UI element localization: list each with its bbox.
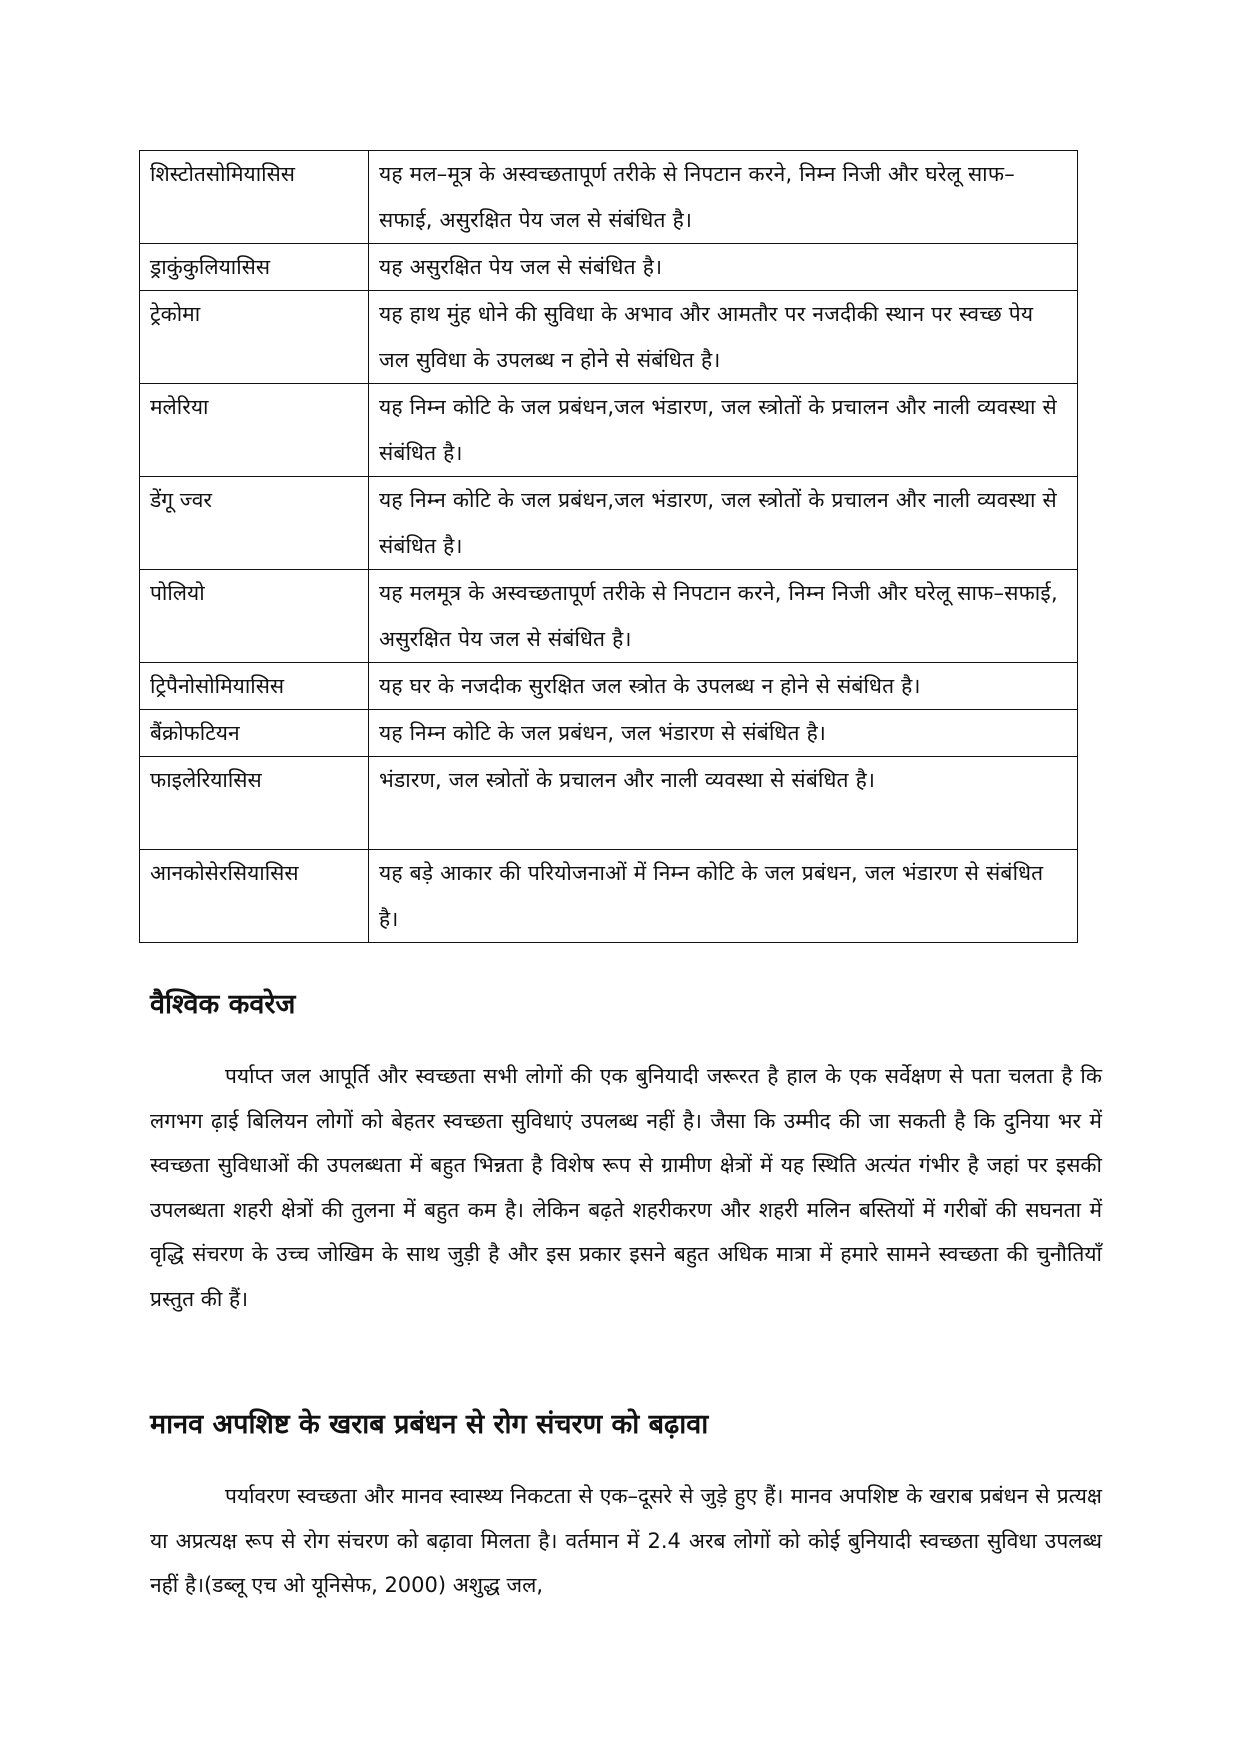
disease-name-cell: मलेरिया [140, 384, 369, 477]
section-heading-waste-management: मानव अपशिष्ट के खराब प्रबंधन से रोग संचरण को बढ़ावा [150, 1409, 709, 1440]
disease-name-cell: पोलियो [140, 570, 369, 663]
disease-name-cell: फाइलेरियासिस [140, 757, 369, 850]
section-paragraph-waste-management: पर्यावरण स्वच्छता और मानव स्वास्थ्य निकटता से एक–दूसरे से जुड़े हुए हैं। मानव अपशिष्ट के खराब प्रबंधन से प्रत्यक्ष या अप्रत्यक्ष रूप से रोग संचरण को बढ़ावा मिलता है। वर्तमान में 2.4 अरब लोगों को कोई बुनियादी स्वच्छता सुविधा उपलब्ध नहीं है।(डब्लू एच ओ यूनिसेफ, 2000) अशुद्ध जल, [150, 1484, 1102, 1597]
disease-table [139, 150, 1078, 943]
disease-description-cell: यह घर के नजदीक सुरक्षित जल स्त्रोत के उपलब्ध न होने से संबंधित है। [369, 663, 1078, 710]
disease-description-cell: यह निम्न कोटि के जल प्रबंधन, जल भंडारण से संबंधित है। [369, 710, 1078, 757]
table-row [140, 850, 1078, 943]
table-row [140, 710, 1078, 757]
disease-name-cell: डेंगू ज्वर [140, 477, 369, 570]
table-row [140, 757, 1078, 850]
disease-name-cell: बैंक्रोफटियन [140, 710, 369, 757]
disease-name-cell: आनकोसेरसियासिस [140, 850, 369, 943]
disease-description-cell: यह हाथ मुंह धोने की सुविधा के अभाव और आमतौर पर नजदीकी स्थान पर स्वच्छ पेय जल सुविधा के उपलब्ध न होने से संबंधित है। [369, 291, 1078, 384]
table-row [140, 477, 1078, 570]
disease-description-cell: यह मल–मूत्र के अस्वच्छतापूर्ण तरीके से निपटान करने, निम्न निजी और घरेलू साफ–सफाई, असुरक्षित पेय जल से संबंधित है। [369, 151, 1078, 244]
table-row [140, 151, 1078, 244]
table-row [140, 570, 1078, 663]
disease-name-cell: ट्रिपैनोसोमियासिस [140, 663, 369, 710]
section-heading-global-coverage: वैश्विक कवरेज [150, 989, 296, 1020]
table-row [140, 244, 1078, 291]
disease-description-cell: भंडारण, जल स्त्रोतों के प्रचालन और नाली व्यवस्था से संबंधित है। [369, 757, 1078, 850]
table-row [140, 291, 1078, 384]
disease-name-cell: ट्रेकोमा [140, 291, 369, 384]
table-row [140, 384, 1078, 477]
disease-name-cell: शिस्टोतसोमियासिस [140, 151, 369, 244]
disease-description-cell: यह असुरक्षित पेय जल से संबंधित है। [369, 244, 1078, 291]
disease-description-cell: यह बड़े आकार की परियोजनाओं में निम्न कोटि के जल प्रबंधन, जल भंडारण से संबंधित है। [369, 850, 1078, 943]
table-row [140, 663, 1078, 710]
section-paragraph-global-coverage: पर्याप्त जल आपूर्ति और स्वच्छता सभी लोगों की एक बुनियादी जरूरत है हाल के एक सर्वेक्षण से पता चलता है कि लगभग ढ़ाई बिलियन लोगों को बेहतर स्वच्छता सुविधाएं उपलब्ध नहीं है। जैसा कि उम्मीद की जा सकती है कि दुनिया भर में स्वच्छता सुविधाओं की उपलब्धता में बहुत भिन्नता है विशेष रूप से ग्रामीण क्षेत्रों में यह स्थिति अत्यंत गंभीर है जहां पर इसकी उपलब्धता शहरी क्षेत्रों की तुलना में बहुत कम है। लेकिन बढ़ते शहरीकरण और शहरी मलिन बस्तियों में गरीबों की सघनता में वृद्धि संचरण के उच्च जोखिम के साथ जुड़ी है और इस प्रकार इसने बहुत अधिक मात्रा में हमारे सामने स्वच्छता की चुनौतियॉं प्रस्तुत की हैं। [150, 1064, 1102, 1311]
disease-description-cell: यह निम्न कोटि के जल प्रबंधन,जल भंडारण, जल स्त्रोतों के प्रचालन और नाली व्यवस्था से संबंधित है। [369, 477, 1078, 570]
disease-description-cell: यह निम्न कोटि के जल प्रबंधन,जल भंडारण, जल स्त्रोतों के प्रचालन और नाली व्यवस्था से संबंधित है। [369, 384, 1078, 477]
disease-description-cell: यह मलमूत्र के अस्वच्छतापूर्ण तरीके से निपटान करने, निम्न निजी और घरेलू साफ–सफाई, असुरक्षित पेय जल से संबंधित है। [369, 570, 1078, 663]
disease-name-cell: ड्राकुंकुलियासिस [140, 244, 369, 291]
